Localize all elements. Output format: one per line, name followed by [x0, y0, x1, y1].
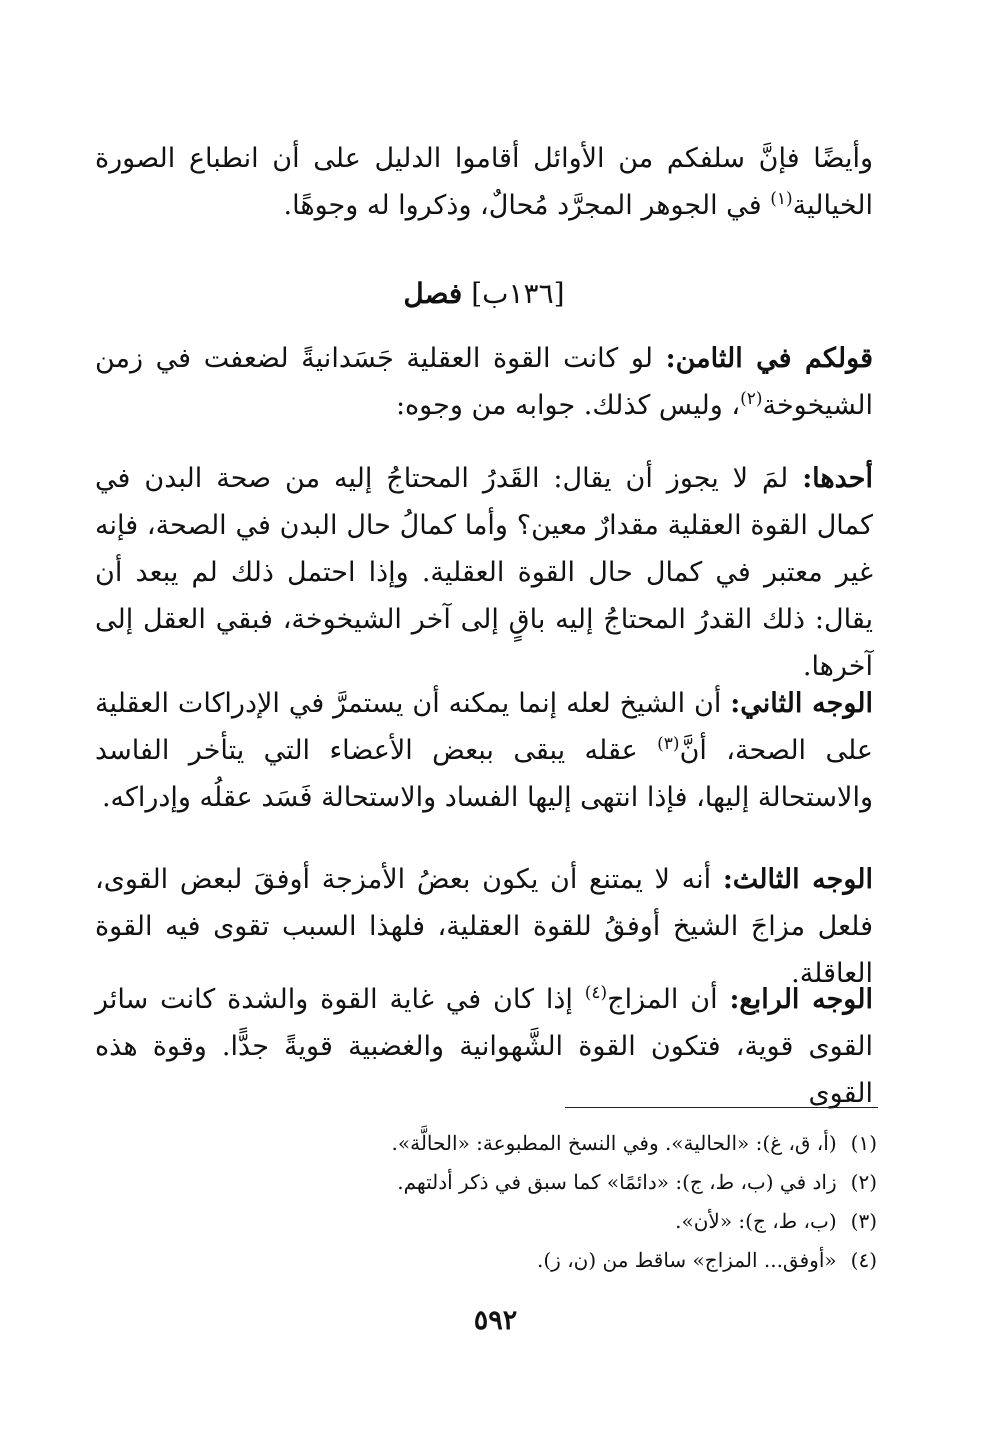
footnote-4	[95, 1241, 877, 1280]
opening-text-cont: في الجوهر المجرَّد مُحالٌ، وذكروا له وجوهًا.	[283, 190, 771, 221]
footnote-ref-4: (٤)	[584, 983, 608, 1003]
footnote-text: «أوفق... المزاج» ساقط من (ن، ز).	[537, 1248, 837, 1272]
footnote-text: (ب، ط، ج): «لأن».	[675, 1209, 837, 1233]
section-heading	[95, 272, 873, 316]
paragraph-lead: الوجه الثالث:	[722, 864, 873, 895]
paragraph-text: لو كانت القوة العقلية جَسَدانيةً لضعفت في زمن الشيخوخة	[95, 343, 873, 421]
paragraph-text-cont: ، وليس كذلك. جوابه من وجوه:	[395, 390, 741, 421]
footnote-1	[95, 1124, 877, 1163]
paragraph-lead: الوجه الرابع:	[729, 984, 873, 1015]
footnote-ref-1: (١)	[770, 189, 793, 209]
footnote-number: (٣)	[850, 1209, 877, 1233]
paragraph-text-cont: عقله يبقى ببعض الأعضاء التي يتأخر الفاسد والاستحالة إليها، فإذا انتهى إليها الفساد والاستحالة فَسَد عقلُه وإدراكه.	[95, 735, 873, 813]
paragraph-second-aspect	[95, 680, 873, 821]
paragraph-lead: قولكم في الثامن:	[665, 343, 873, 374]
section-title: فصل	[403, 277, 463, 310]
footnote-number: (٢)	[850, 1170, 877, 1194]
opening-text: وأيضًا فإنَّ سلفكم من الأوائل أقاموا الدليل على أن انطباع الصورة الخيالية	[95, 143, 873, 221]
footnote-number: (٤)	[850, 1248, 877, 1272]
footnote-ref-3: (٣)	[657, 734, 680, 754]
paragraph-lead: أحدها:	[802, 463, 873, 494]
footnote-divider	[565, 1107, 878, 1108]
footnote-number: (١)	[850, 1131, 877, 1155]
footnotes	[95, 1124, 877, 1280]
paragraph-text-cont: إذا كان في غاية القوة والشدة كانت سائر القوى قوية، فتكون القوة الشَّهوانية والغضبية قويةً جدًّا. وقوة هذه القوى	[95, 984, 873, 1109]
paragraph-text: أن الشيخ لعله إنما يمكنه أن يستمرَّ في الإدراكات العقلية على الصحة، أنَّ	[95, 688, 873, 766]
footnote-ref-2: (٢)	[740, 389, 763, 409]
opening-paragraph	[95, 135, 873, 229]
footnote-text: (أ، ق، غ): «الحالية». وفي النسخ المطبوعة: «الحالَّة».	[391, 1131, 837, 1155]
paragraph-text: أن المزاج	[607, 984, 730, 1015]
footnote-3	[95, 1202, 877, 1241]
paragraph-eighth	[95, 335, 873, 429]
paragraph-fourth-aspect	[95, 976, 873, 1117]
paragraph-text: لمَ لا يجوز أن يقال: القَدرُ المحتاجُ إليه من صحة البدن في كمال القوة العقلية مقدارٌ معين؟ وأما كمالُ حال البدن في الصحة، فإنه غير معتبر في كمال حال القوة العقلية. وإذا احتمل ذلك لم يبعد أن يقال: ذلك القدرُ المحتاجُ إليه باقٍ إلى آخر الشيخوخة، فبقي العقل إلى آخرها.	[95, 463, 873, 682]
footnote-2	[95, 1163, 877, 1202]
paragraph-first-aspect	[95, 455, 873, 690]
paragraph-text: أنه لا يمتنع أن يكون بعضُ الأمزجة أوفقَ لبعض القوى، فلعل مزاجَ الشيخ أوفقُ للقوة العقلية، فلهذا السبب تقوى فيه القوة العاقلة.	[95, 864, 873, 989]
paragraph-lead: الوجه الثاني:	[730, 688, 873, 719]
folio-marker: [١٣٦ب]	[471, 277, 565, 310]
page-number: ٥٩٢	[473, 1305, 518, 1336]
footnote-text: زاد في (ب، ط، ج): «دائمًا» كما سبق في ذكر أدلتهم.	[397, 1170, 837, 1194]
